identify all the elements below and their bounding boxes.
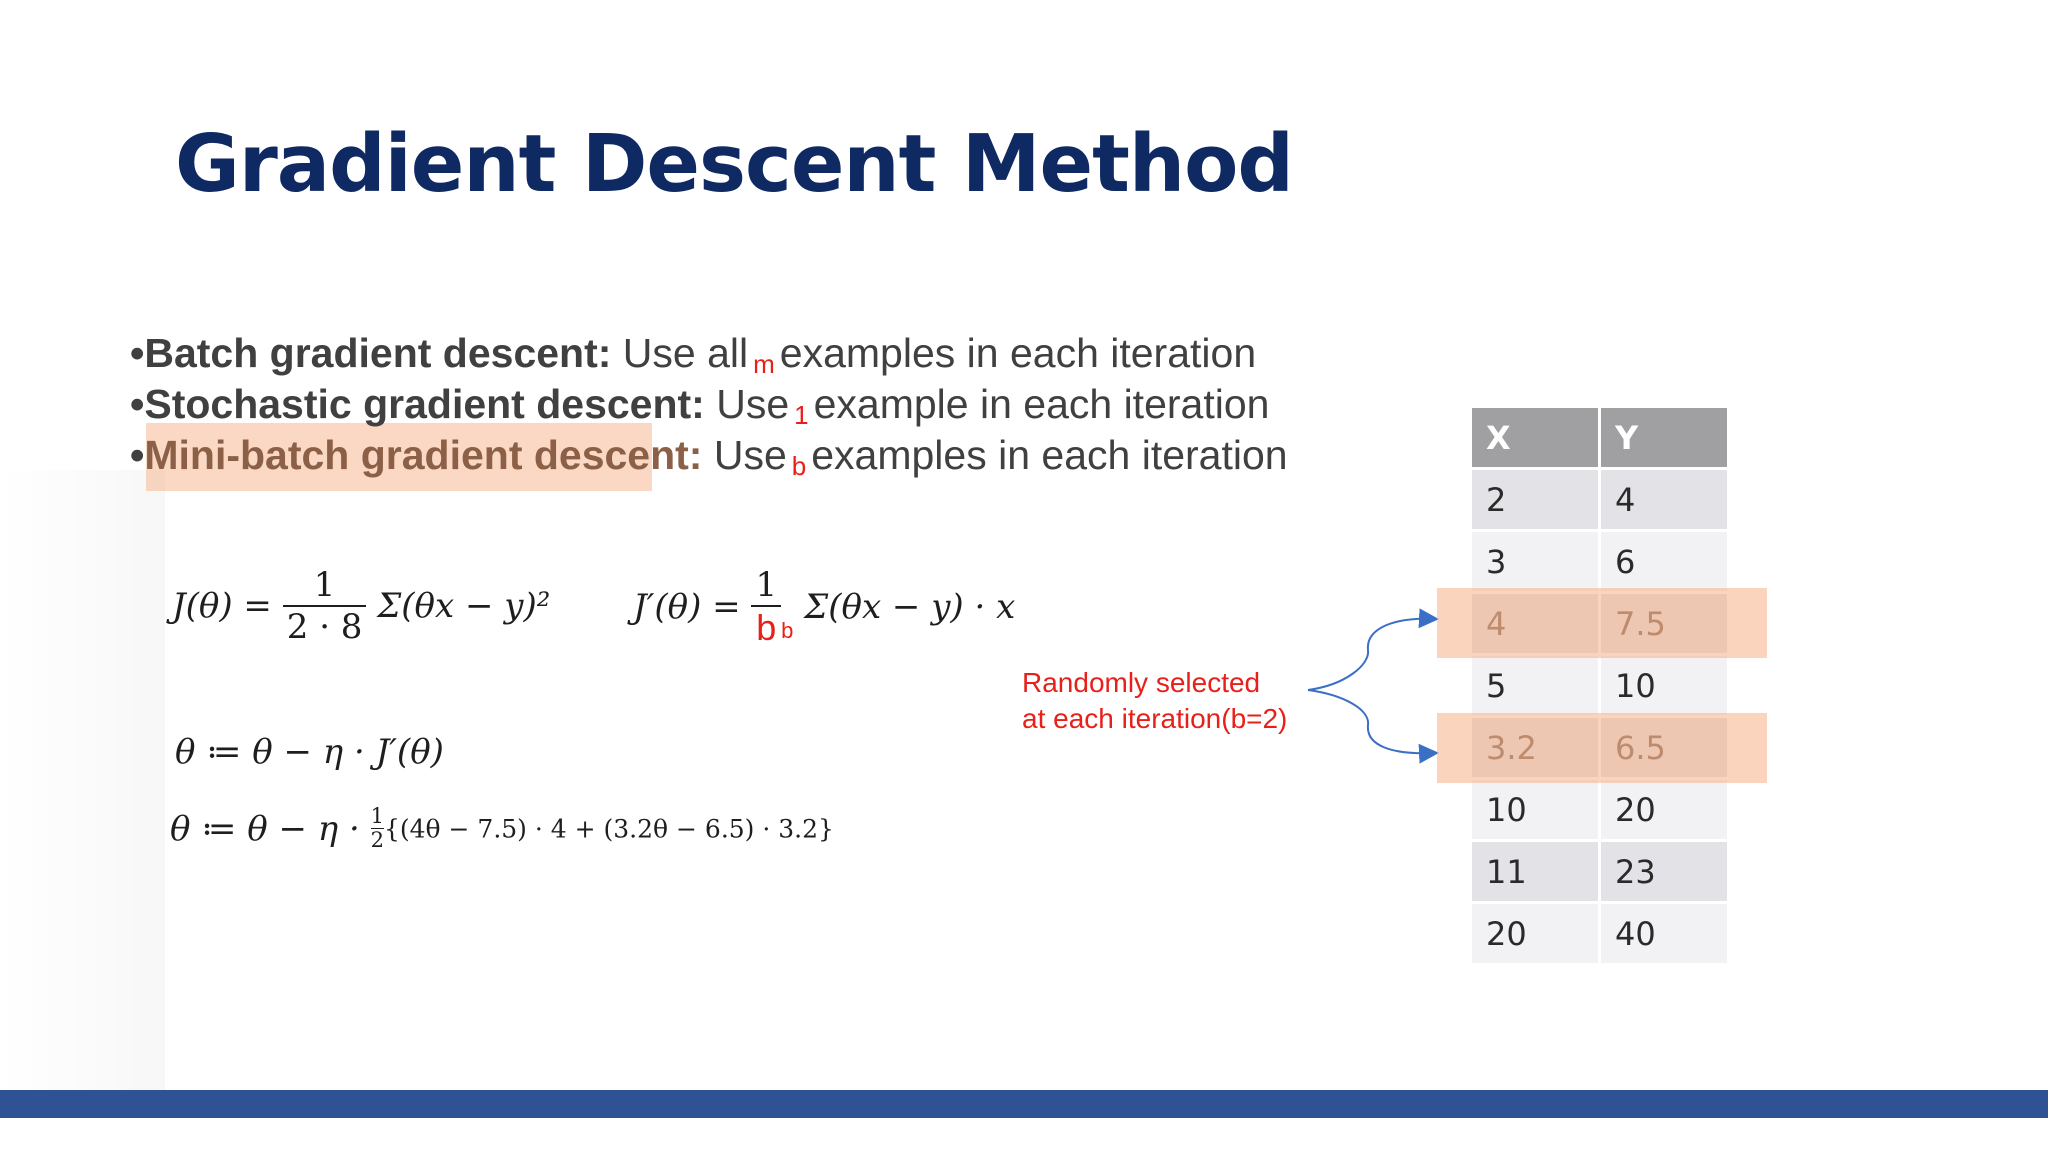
bullet-variable: 1	[794, 400, 809, 430]
expanded-update-equation: θ ≔ θ − η · $\frac{1}{2}$ {(4θ − 7.5) · 4 + (3.2θ − 6.5) · 3.2}	[170, 804, 834, 852]
derivative-subscript: b	[781, 618, 794, 643]
derivative-fraction: $\frac{1}{b}$	[751, 565, 781, 649]
bullet-variable: b	[791, 451, 807, 481]
table-row: 5 10	[1471, 655, 1729, 717]
table-row: 3 6	[1471, 531, 1729, 593]
bullet-batch: •Batch gradient descent: Use all m examples in each iteration	[130, 330, 1257, 379]
selected-row-highlight	[1437, 713, 1767, 783]
arrow-to-row-3-2	[1308, 690, 1435, 753]
column-header-y: Y	[1600, 407, 1729, 469]
bullet-list	[130, 328, 1288, 481]
selected-row-highlight	[1437, 588, 1767, 658]
bullet-term: Stochastic gradient descent:	[144, 381, 705, 427]
selection-arrows	[1290, 605, 1450, 765]
data-table-wrapper	[1469, 405, 1730, 966]
slide-title: Gradient Descent Method	[175, 118, 1293, 210]
derivative-equation: J′(θ) = $\frac{1}{b}$ $_b$ Σ(θx − y) · x	[633, 565, 1016, 648]
cost-fraction: $\frac{1}{2 \cdot 8}$	[283, 565, 367, 647]
table-row: 20 40	[1471, 903, 1729, 965]
bullet-mini-batch: •Mini-batch gradient descent: Use b examples in each iteration	[130, 432, 1288, 481]
cost-function-equation: J(θ) = $\frac{1}{2 \cdot 8}$ Σ(θx − y)²	[172, 565, 551, 647]
update-rule-equation: θ ≔ θ − η · J′(θ)	[175, 732, 444, 772]
column-header-x: X	[1471, 407, 1600, 469]
arrow-to-row-4	[1308, 619, 1435, 690]
bullet-variable: m	[753, 349, 775, 379]
footer-bar	[0, 1090, 2048, 1118]
table-row: 11 23	[1471, 841, 1729, 903]
bullet-stochastic: •Stochastic gradient descent: Use 1 example in each iteration	[130, 381, 1270, 430]
table-row: 2 4	[1471, 469, 1729, 531]
bullet-term: Batch gradient descent:	[144, 330, 612, 376]
random-selection-note: Randomly selected at each iteration(b=2)	[1022, 667, 1288, 734]
data-table	[1469, 405, 1730, 966]
table-row: 10 20	[1471, 779, 1729, 841]
bullet-term: Mini-batch gradient descent:	[144, 432, 703, 478]
update-fraction: $\frac{1}{2}$	[370, 804, 384, 852]
background-shade	[0, 470, 165, 1090]
